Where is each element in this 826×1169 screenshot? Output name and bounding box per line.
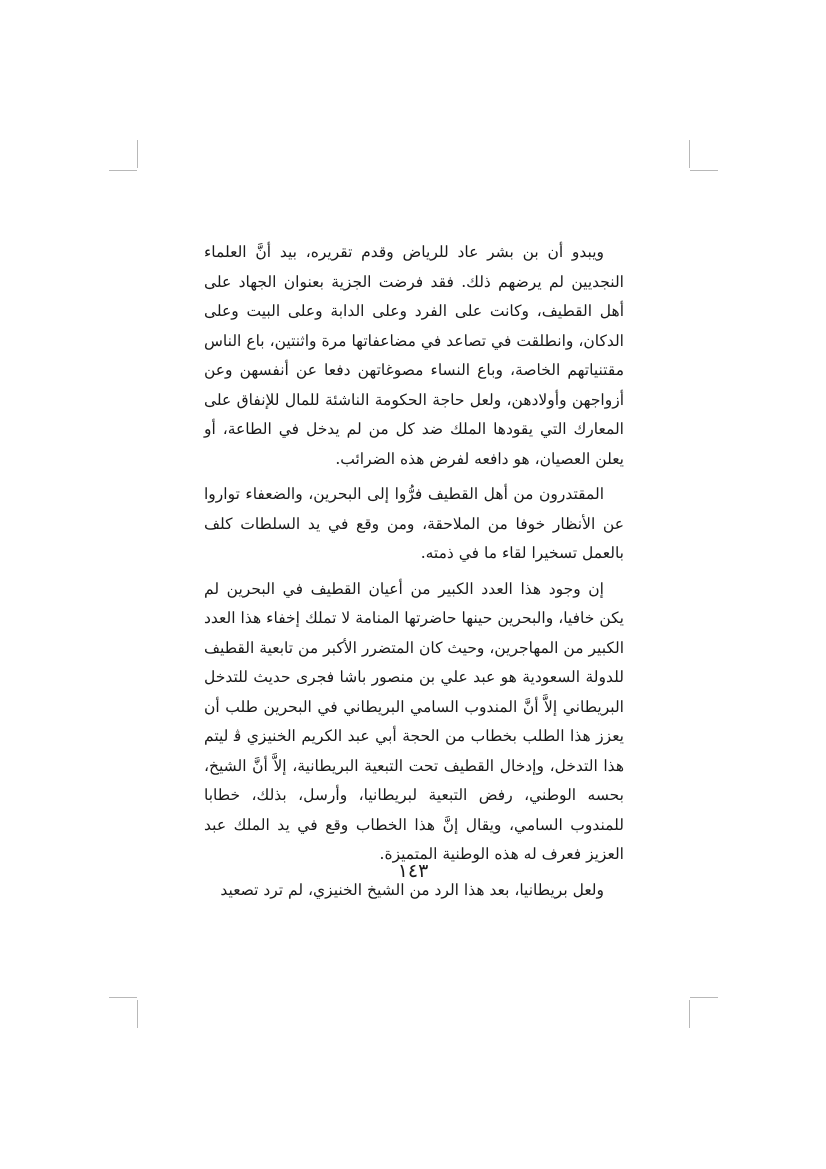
page-number: ١٤٣	[397, 860, 429, 882]
paragraph-2: المقتدرون من أهل القطيف فرُّوا إلى البحرين، والضعفاء تواروا عن الأنظار خوفا من الملاحقة، ومن وقع في يد السلطات كلف بالعمل تسخيرا لقاء ما في ذمته.	[204, 485, 624, 562]
crop-mark-top-right-v	[689, 140, 690, 168]
paragraph-4: ولعل بريطانيا، بعد هذا الرد من الشيخ الخنيزي، لم ترد تصعيد	[220, 880, 604, 899]
crop-mark-top-left-v	[137, 140, 138, 168]
paragraph-3: إن وجود هذا العدد الكبير من أعيان القطيف في البحرين لم يكن خافيا، والبحرين حينها حاضرتها المنامة لا تملك إخفاء هذا العدد الكبير من المهاجرين، وحيث كان المتضرر الأكبر من تابعية القطيف للدولة السعودية هو عبد علي بن منصور باشا فجرى حديث للتدخل البريطاني إلاَّ أنَّ المندوب السامي البريطاني في البحرين طلب أن يعزز هذا الطلب بخطاب من الحجة أبي عبد الكريم الخنيزي ﭬ ليتم هذا التدخل، وإدخال القطيف تحت التبعية البريطانية، إلاَّ أنَّ الشيخ، بحسه الوطني، رفض التبعية لبريطانيا، وأرسل، بذلك، خطابا للمندوب السامي، ويقال إنَّ هذا الخطاب وقع في يد الملك عبد العزيز فعرف له هذه الوطنية المتميزة.	[204, 579, 624, 863]
crop-mark-bottom-right-v	[689, 1000, 690, 1028]
crop-mark-bottom-left-h	[109, 997, 137, 998]
crop-mark-bottom-right-h	[690, 997, 718, 998]
crop-mark-bottom-left-v	[137, 1000, 138, 1028]
paragraph-1: ويبدو أن بن بشر عاد للرياض وقدم تقريره، بيد أنَّ العلماء النجديين لم يرضهم ذلك. فقد فرضت الجزية بعنوان الجهاد على أهل القطيف، وكانت على الفرد وعلى الدابة وعلى البيت وعلى الدكان، وانطلقت في تصاعد في مضاعفاتها مرة واثنتين، باع الناس مقتنياتهم الخاصة، وباع النساء مصوغاتهن دفعا عن أنفسهن وعن أزواجهن وأولادهن، ولعل حاجة الحكومة الناشئة للمال للإنفاق على المعارك التي يقودها الملك ضد كل من لم يدخل في الطاعة، أو يعلن العصيان، هو دافعه لفرض هذه الضرائب.	[204, 243, 624, 468]
body-text	[204, 238, 624, 905]
crop-mark-top-right-h	[690, 170, 718, 171]
crop-mark-top-left-h	[109, 170, 137, 171]
